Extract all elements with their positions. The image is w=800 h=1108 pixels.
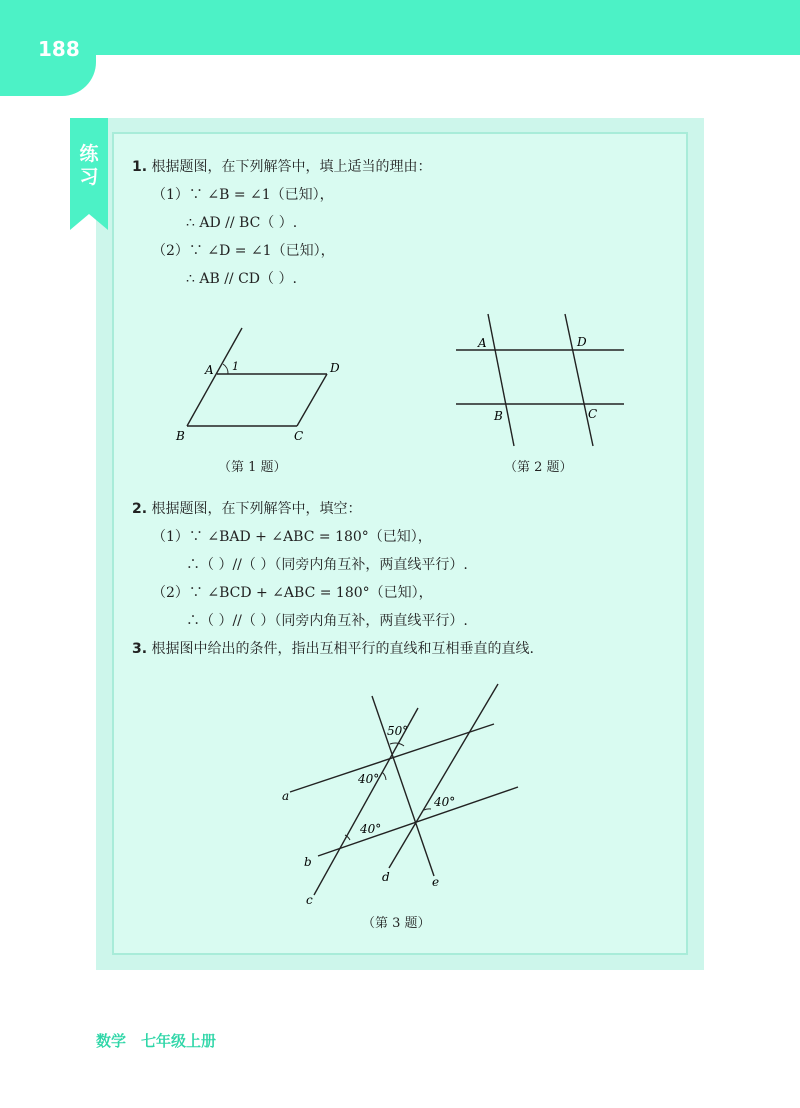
figure-3-lines — [270, 680, 530, 910]
fig3-label-b: b — [304, 855, 312, 869]
q1-part2-conclusion: ∴ AB // CD（ ）. — [186, 271, 297, 287]
q1-part1-given: （1）∵ ∠B = ∠1（已知）， — [152, 187, 334, 203]
fig2-label-b: B — [494, 409, 503, 423]
fig3-arc-right — [424, 809, 431, 810]
fig3-angle-top: 50° — [387, 724, 409, 738]
fig2-line-ab — [488, 314, 514, 446]
q2-line — [132, 500, 362, 518]
fig1-label-a: A — [205, 363, 214, 377]
fig3-label-a: a — [282, 789, 290, 803]
q3-prompt: 根据图中给出的条件，指出互相平行的直线和互相垂直的直线. — [151, 641, 534, 657]
fig1-label-b: B — [176, 429, 185, 443]
q2-part2-given: （2）∵ ∠BCD + ∠ABC = 180°（已知）， — [152, 585, 433, 601]
fig3-angle-right: 40° — [434, 795, 456, 809]
q3-number: 3. — [132, 641, 148, 657]
q1-prompt: 根据题图，在下列解答中，填上适当的理由： — [151, 159, 432, 175]
fig1-line-ab-extended — [187, 328, 242, 426]
q1-part1-conclusion: ∴ AD // BC（ ）. — [186, 215, 298, 231]
figure-2-caption: （第 2 题） — [504, 460, 573, 475]
fig1-label-angle: 1 — [232, 360, 239, 373]
fig1-label-c: C — [294, 429, 304, 443]
figure-1-parallelogram — [170, 320, 360, 450]
book-title-footer: 数学 七年级上册 — [96, 1032, 217, 1050]
fig1-label-d: D — [330, 361, 340, 375]
q2-part1-given: （1）∵ ∠BAD + ∠ABC = 180°（已知）， — [152, 529, 432, 545]
fig3-label-c: c — [306, 893, 313, 907]
q1-line — [132, 158, 432, 176]
figure-3-caption: （第 3 题） — [362, 916, 431, 931]
fig2-label-d: D — [577, 335, 587, 349]
fig3-line-e — [372, 696, 434, 876]
q1-part2-given: （2）∵ ∠D = ∠1（已知）， — [152, 243, 335, 259]
q2-prompt: 根据题图，在下列解答中，填空： — [151, 501, 362, 517]
q2-part2-conclusion: ∴（ ）//（ ）（同旁内角互补，两直线平行）. — [186, 613, 468, 629]
page-number: 188 — [38, 37, 80, 61]
fig3-label-d: d — [382, 870, 390, 884]
fig1-angle-arc — [223, 364, 228, 374]
fig1-side-dc — [297, 374, 327, 426]
q3-line — [132, 640, 534, 658]
q1-number: 1. — [132, 159, 148, 175]
fig3-line-b — [318, 787, 518, 856]
figure-2-parallel-lines — [450, 310, 630, 450]
q2-part1-conclusion: ∴（ ）//（ ）（同旁内角互补，两直线平行）. — [186, 557, 468, 573]
q2-number: 2. — [132, 501, 148, 517]
fig2-label-c: C — [588, 407, 598, 421]
fig3-angle-left-upper: 40° — [358, 772, 380, 786]
fig2-line-dc — [565, 314, 593, 446]
fig3-angle-left-lower: 40° — [360, 822, 382, 836]
figure-1-caption: （第 1 题） — [218, 460, 287, 475]
fig3-line-d — [389, 684, 498, 868]
fig3-label-e: e — [432, 875, 440, 889]
header-bar — [0, 0, 800, 55]
exercise-label: 练习 — [79, 143, 99, 188]
fig3-arc-left-upper — [382, 772, 386, 780]
fig2-label-a: A — [478, 336, 487, 350]
